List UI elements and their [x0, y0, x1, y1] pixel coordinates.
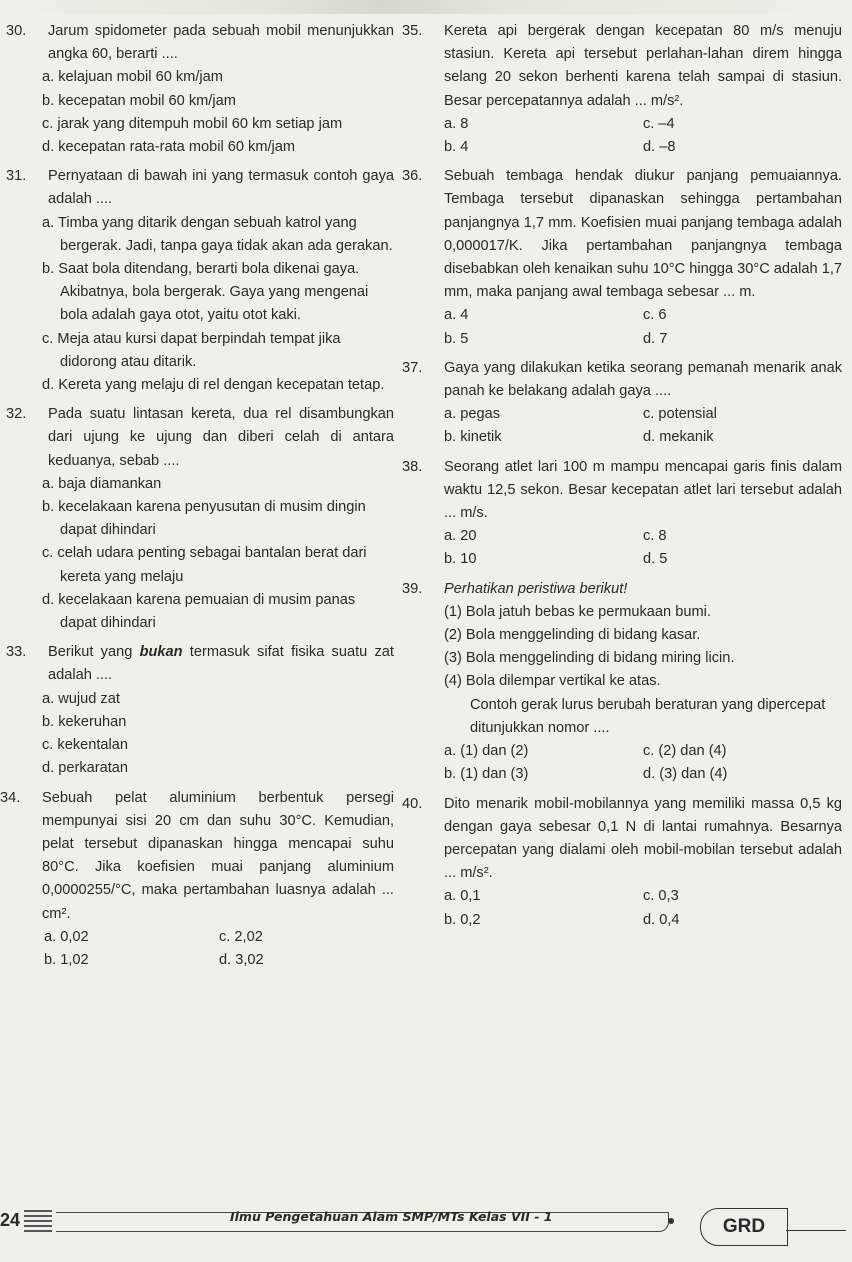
page-number: 24: [0, 1210, 21, 1230]
option: d. 0,4: [643, 911, 680, 928]
option: a. 0,02: [44, 928, 89, 945]
option: b. 10: [444, 551, 477, 568]
option: c. –4: [643, 115, 675, 132]
option: d. (3) dan (4): [643, 766, 728, 783]
option: c. Meja atau kursi dapat berpindah tempat jika didorong atau ditarik.: [42, 330, 341, 370]
question-text-after: Contoh gerak lurus berubah beraturan yang dipercepat ditunjukkan nomor ....: [470, 696, 826, 736]
question-text: Pernyataan di bawah ini yang termasuk contoh gaya adalah ....: [48, 168, 394, 208]
stripes-decoration: [24, 1210, 52, 1232]
question-number: 30.: [6, 23, 27, 39]
option: d. 5: [643, 551, 668, 568]
question-number: 36.: [402, 168, 423, 185]
option: c. 6: [643, 307, 667, 324]
question-text-part: termasuk sifat fisika suatu zat adalah ....: [48, 644, 394, 684]
option: d. mekanik: [643, 429, 714, 446]
question-number: 40.: [402, 795, 423, 812]
option: b. Saat bola ditendang, berarti bola dikenai gaya. Akibatnya, bola bergerak. Gaya yang mengenai bola adalah gaya otot, yaitu otot kaki.: [42, 261, 369, 324]
question-text: Kereta api bergerak dengan kecepatan 80 m/s menuju stasiun. Kereta api tersebut perlahan-lahan direm hingga selang 20 sekon berhenti karena telah sampai di stasiun. Besar percepatannya adalah ... m/s².: [444, 23, 842, 109]
question-number: 31.: [6, 168, 27, 185]
question-32: [6, 403, 394, 635]
event-item: (2) Bola menggelinding di bidang kasar.: [444, 627, 701, 644]
question-text: [48, 641, 394, 687]
question-35: [402, 20, 842, 159]
question-37: [402, 357, 842, 450]
question-number: 39.: [402, 580, 423, 597]
event-item: (4) Bola dilempar vertikal ke atas.: [444, 673, 661, 690]
right-column: [402, 20, 842, 932]
question-text: Sebuah tembaga hendak diukur panjang pemuaiannya. Tembaga tersebut dipanaskan sehingga pertambahan panjangnya 1,7 mm. Koefisien muai panjang tembaga adalah 0,000017/K. Jika pertambahan panjangnya tembaga disebabkan oleh kenaikan suhu 10°C hingga 30°C adalah 1,7 mm, maka panjang awal tembaga sebesar ... m.: [444, 168, 842, 301]
question-36: [402, 165, 842, 351]
question-33: [6, 641, 394, 780]
event-item: (1) Bola jatuh bebas ke permukaan bumi.: [444, 603, 711, 620]
question-text-part: Berikut yang: [48, 644, 140, 661]
option: b. (1) dan (3): [444, 766, 529, 783]
option: a. 4: [444, 307, 469, 324]
emphasis-word: bukan: [139, 644, 183, 661]
option: a. 0,1: [444, 888, 481, 905]
option: c. (2) dan (4): [643, 743, 727, 760]
option: c. jarak yang ditempuh mobil 60 km setiap jam: [42, 115, 343, 132]
question-text: Jarum spidometer pada sebuah mobil menunjukkan angka 60, berarti ....: [48, 23, 394, 63]
question-number: 35.: [402, 23, 423, 39]
option: d. 7: [643, 330, 668, 347]
option: b. kinetik: [444, 429, 502, 446]
badge-line: [786, 1230, 846, 1231]
question-40: [402, 793, 842, 932]
option: b. 1,02: [44, 951, 89, 968]
question-31: [6, 165, 394, 397]
question-number: 33.: [6, 644, 27, 661]
option: a. Timba yang ditarik dengan sebuah katrol yang bergerak. Jadi, tanpa gaya tidak akan ada gerakan.: [42, 214, 393, 254]
option: d. 3,02: [219, 951, 264, 968]
question-number: 32.: [6, 406, 27, 423]
option: d. kecepatan rata-rata mobil 60 km/jam: [42, 139, 296, 156]
question-text: Perhatikan peristiwa berikut!: [444, 580, 628, 597]
publisher-badge: GRD: [700, 1208, 788, 1246]
option: b. 4: [444, 139, 469, 156]
option: b. kekeruhan: [42, 713, 127, 730]
option: a. (1) dan (2): [444, 743, 529, 760]
option: a. 8: [444, 115, 469, 132]
bullet-dot-icon: [668, 1218, 674, 1224]
option: d. –8: [643, 139, 676, 156]
option: c. celah udara penting sebagai bantalan berat dari kereta yang melaju: [42, 545, 367, 585]
option: d. perkaratan: [42, 760, 128, 777]
option: c. 0,3: [643, 888, 679, 905]
option: a. kelajuan mobil 60 km/jam: [42, 69, 223, 86]
event-item: (3) Bola menggelinding di bidang miring licin.: [444, 650, 735, 667]
question-number: 38.: [402, 458, 423, 475]
question-text: Gaya yang dilakukan ketika seorang pemanah menarik anak panah ke belakang adalah gaya ....: [444, 359, 842, 400]
option: b. kecepatan mobil 60 km/jam: [42, 92, 236, 109]
option: c. potensial: [643, 406, 717, 423]
question-text: Sebuah pelat aluminium berbentuk persegi mempunyai sisi 20 cm dan suhu 30°C. Kemudian, pelat tersebut dipanaskan hingga mencapai suhu 80°C. Jika koefisien muai panjang aluminium 0,0000255/°C, maka pertambahan luasnya adalah ... cm².: [42, 789, 394, 922]
top-edge: [0, 0, 852, 14]
option: b. kecelakaan karena penyusutan di musim dingin dapat dihindari: [42, 499, 366, 539]
option: d. Kereta yang melaju di rel dengan kecepatan tetap.: [42, 377, 385, 394]
question-39: [402, 578, 842, 787]
question-text: Pada suatu lintasan kereta, dua rel disambungkan dari ujung ke ujung dan diberi celah di antara keduanya, sebab ....: [48, 406, 394, 469]
option: a. 20: [444, 528, 477, 545]
question-34: [0, 787, 394, 973]
option: d. kecelakaan karena pemuaian di musim panas dapat dihindari: [42, 591, 356, 632]
option: c. kekentalan: [42, 737, 128, 754]
option: a. baja diamankan: [42, 475, 162, 492]
question-text: Seorang atlet lari 100 m mampu mencapai garis finis dalam waktu 12,5 sekon. Besar kecepatan atlet lari tersebut adalah ... m/s.: [444, 458, 842, 522]
left-column: [0, 20, 394, 972]
question-38: [402, 456, 842, 572]
option: a. wujud zat: [42, 690, 120, 707]
option: b. 0,2: [444, 911, 481, 928]
question-text: Dito menarik mobil-mobilannya yang memiliki massa 0,5 kg dengan gaya sebesar 0,1 N di lantai rumahnya. Besarnya percepatan yang dialami oleh mobil-mobilan tersebut adalah ... m/s².: [444, 795, 842, 882]
book-title: Ilmu Pengetahuan Alam SMP/MTs Kelas VII - 1: [230, 1209, 553, 1224]
question-number: 37.: [402, 359, 423, 376]
question-number: 34.: [0, 789, 21, 806]
option: b. 5: [444, 330, 469, 347]
question-30: [6, 20, 394, 159]
option: a. pegas: [444, 406, 500, 423]
option: c. 2,02: [219, 928, 263, 945]
option: c. 8: [643, 528, 667, 545]
